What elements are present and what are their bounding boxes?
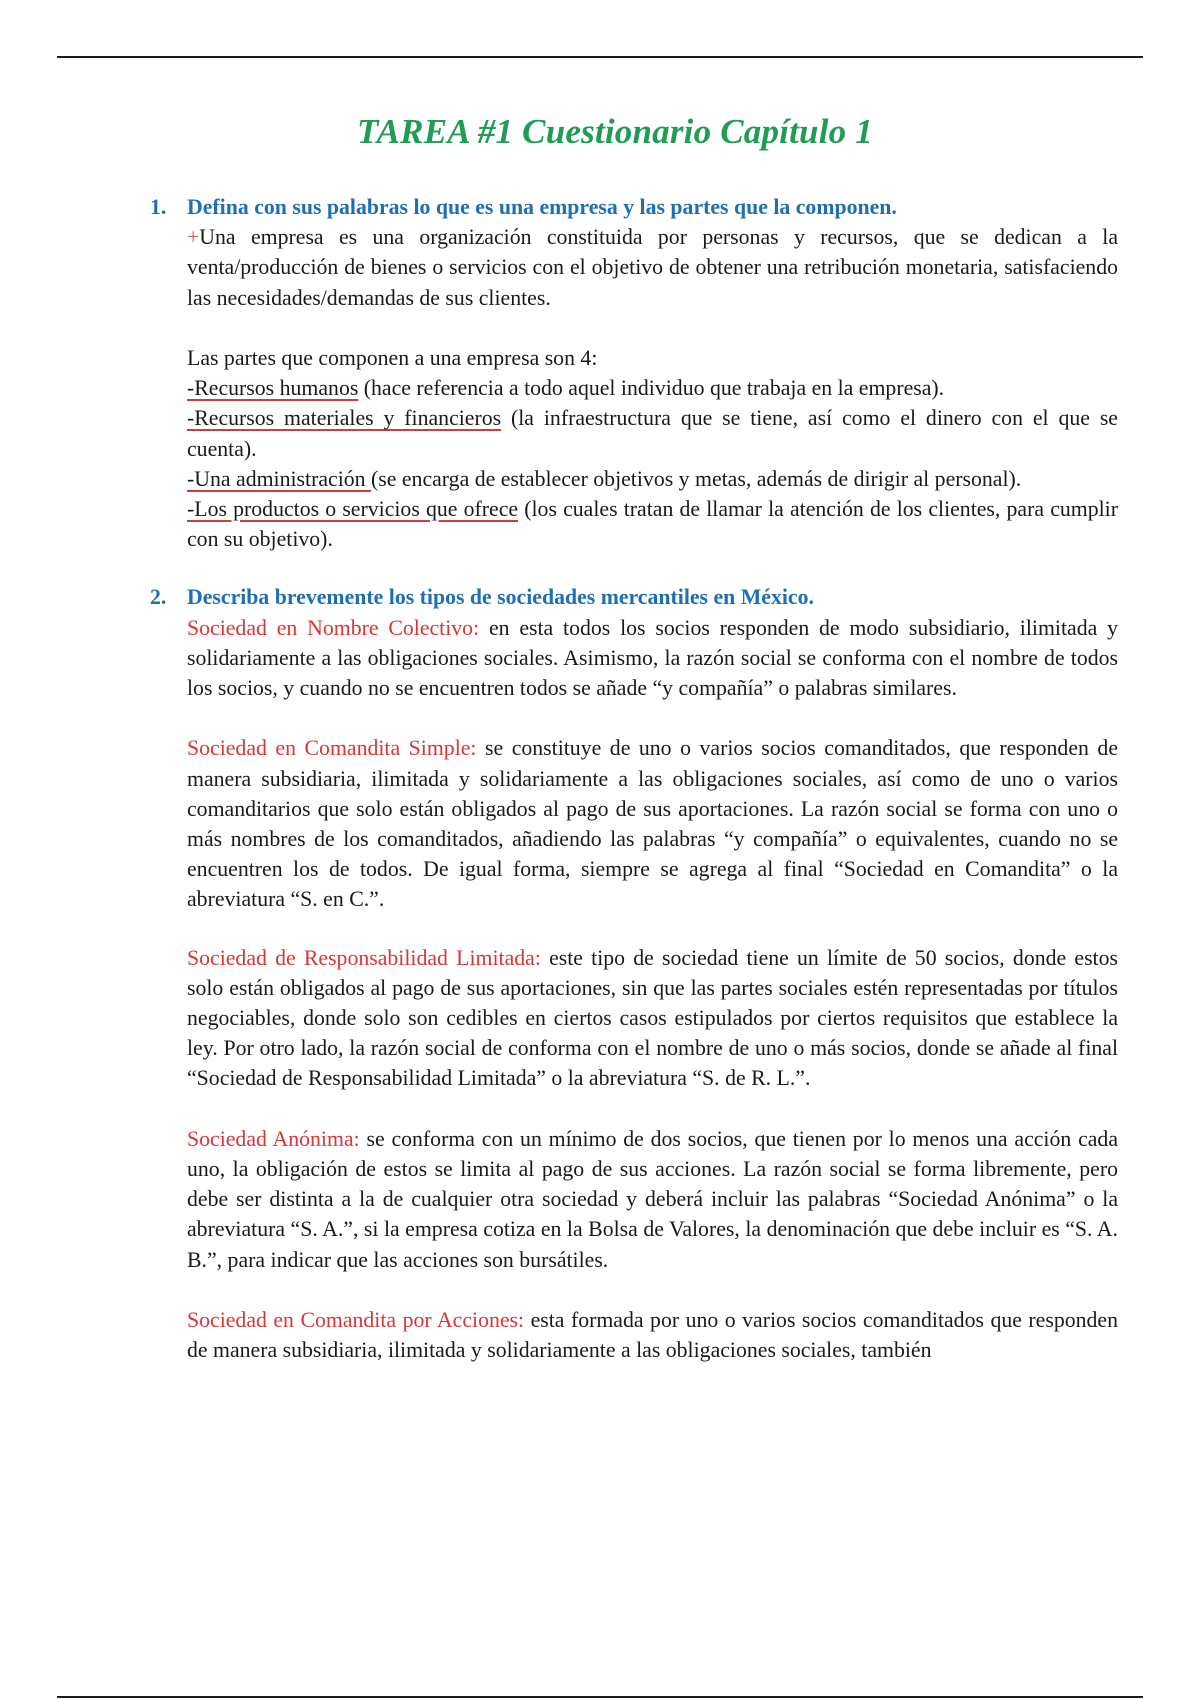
society-name: Sociedad en Comandita por Acciones: xyxy=(187,1308,525,1333)
question-1 xyxy=(150,192,1118,554)
document-title: TAREA #1 Cuestionario Capítulo 1 xyxy=(356,112,873,151)
society-desc: se constituye de uno o varios socios comanditados, que responden de manera subsidiaria, ilimitada y solidariamente a las obligaciones sociales, así como de uno o varios comanditarios que solo están obligados al pago de sus aportaciones. La razón social se forma con uno o más nombres de los comanditados, añadiendo las palabras “y compañía” o equivalentes, cuando no se encuentren los de todos. De igual forma, siempre se agrega al final “Sociedad en Comandita” o la abreviatura “S. en C.”. xyxy=(187,736,1118,912)
part-item xyxy=(187,464,1118,494)
part-term: -Los productos o servicios que ofrece xyxy=(187,497,519,522)
society-name: Sociedad en Comandita Simple: xyxy=(187,736,477,761)
definition-paragraph xyxy=(187,222,1118,313)
society-paragraph xyxy=(187,733,1118,914)
part-desc: (hace referencia a todo aquel individuo que trabaja en la empresa). xyxy=(358,376,945,401)
part-item xyxy=(187,494,1118,554)
question-1-heading xyxy=(150,192,1118,222)
society-name: Sociedad Anónima: xyxy=(187,1126,360,1151)
society-desc: en esta todos los socios responden de modo subsidiario, ilimitada y solidariamente a las obligaciones sociales. Asimismo, la razón social se conforma con el nombre de todos los socios, y cuando no se encuentren todos se añade “y compañía” o palabras similares. xyxy=(187,615,1118,701)
question-text: Defina con sus palabras lo que es una empresa y las partes que la componen. xyxy=(187,195,897,219)
part-desc: (los cuales tratan de llamar la atención de los clientes, para cumplir con su objetivo). xyxy=(187,497,1118,552)
question-2-answer xyxy=(187,613,1118,1366)
society-paragraph xyxy=(187,613,1118,704)
society-desc: este tipo de sociedad tiene un límite de 50 socios, donde estos solo están obligados al pago de sus aportaciones, sin que las partes sociales estén representadas por títulos negociables, donde solo son cedibles en ciertos casos estipulados por ciertos requisitos que establece la ley. Por otro lado, la razón social de conforma con el nombre de uno o más socios, donde se añade al final “Sociedad de Responsabilidad Limitada” o la abreviatura “S. de R. L.”. xyxy=(187,945,1118,1091)
part-desc: (la infraestructura que se tiene, así como el dinero con el que se cuenta). xyxy=(187,406,1118,461)
definition-text: Una empresa es una organización constituida por personas y recursos, que se dedican a la venta/producción de bienes o servicios con el objetivo de obtener una retribución monetaria, satisfaciendo las necesidades/demandas de sus clientes. xyxy=(187,225,1118,310)
question-text: Describa brevemente los tipos de sociedades mercantiles en México. xyxy=(187,585,814,610)
society-paragraph xyxy=(187,1124,1118,1275)
society-name: Sociedad en Nombre Colectivo: xyxy=(187,615,480,640)
part-item xyxy=(187,373,1118,403)
society-desc: se conforma con un mínimo de dos socios, que tienen por lo menos una acción cada uno, la obligación de estos se limita al pago de sus acciones. La razón social se forma libremente, pero debe ser distinta a la de cualquier otra sociedad y deberá incluir las palabras “Sociedad Anónima” o la abreviatura “S. A.”, si la empresa cotiza en la Bolsa de Valores, la denominación que debe incluir es “S. A. B.”, para indicar que las acciones son bursátiles. xyxy=(187,1126,1119,1272)
part-term: -Recursos materiales y financieros xyxy=(187,406,502,431)
question-number: 1. xyxy=(150,195,167,219)
society-paragraph xyxy=(187,1305,1118,1365)
document-body xyxy=(150,192,1118,1365)
part-term: -Una administración xyxy=(187,466,372,491)
bottom-rule xyxy=(57,1696,1143,1698)
society-desc: esta formada por uno o varios socios comanditados que responden de manera subsidiaria, ilimitada y solidariamente a las obligaciones sociales, también xyxy=(187,1308,1118,1363)
parts-intro: Las partes que componen a una empresa son 4: xyxy=(187,346,598,370)
part-desc: (se encarga de establecer objetivos y metas, además de dirigir al personal). xyxy=(371,466,1022,491)
society-name: Sociedad de Responsabilidad Limitada: xyxy=(187,945,541,970)
society-paragraph xyxy=(187,943,1118,1094)
question-2 xyxy=(150,582,1118,1365)
part-term: -Recursos humanos xyxy=(187,376,359,401)
top-rule xyxy=(57,56,1143,58)
question-2-heading xyxy=(150,582,1118,612)
question-number: 2. xyxy=(150,585,167,610)
part-item xyxy=(187,403,1118,463)
question-1-answer xyxy=(187,222,1118,554)
plus-marker: + xyxy=(187,225,200,250)
